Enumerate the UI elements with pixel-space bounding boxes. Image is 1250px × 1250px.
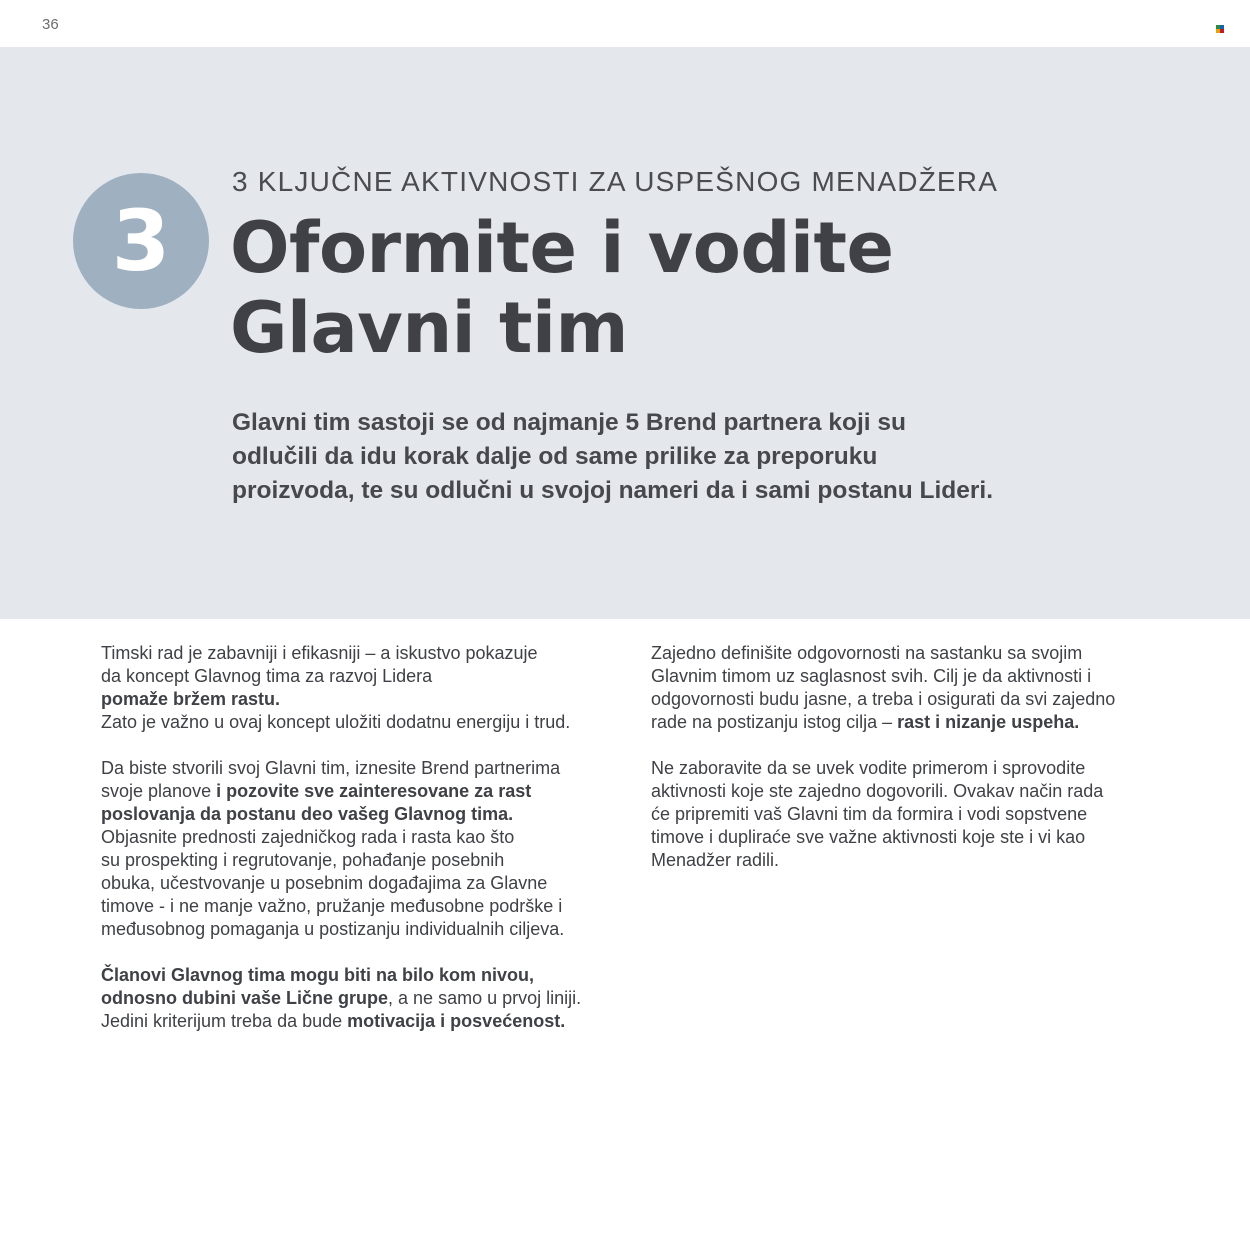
text-line: Timski rad je zabavniji i efikasniji – a iskustvo pokazuje [101,643,538,663]
paragraph [101,642,621,734]
text-line: će pripremiti vaš Glavni tim da formira i vodi sopstvene [651,804,1088,824]
lead-line: Glavni tim sastoji se od najmanje 5 Brend partnera koji su [232,409,906,436]
right-column [651,642,1171,895]
page-title [230,208,1130,368]
text-line: međusobnog pomaganja u postizanju individualnih ciljeva. [101,919,565,939]
text-line: obuka, učestvovanje u posebnim događajima za Glavne [101,873,548,893]
paragraph [651,757,1171,872]
title-line: Glavni tim [230,287,628,369]
text-line: Glavnim timom uz saglasnost svih. Cilj je da aktivnosti i [651,666,1092,686]
lead-paragraph [232,406,1052,508]
emphasis-text: pomaže bržem rastu. [101,689,281,709]
emphasis-text: rast i nizanje uspeha. [897,712,1080,732]
paragraph [101,964,621,1033]
emphasis-text: Članovi Glavnog tima mogu biti na bilo kom nivou, [101,965,535,985]
text-line: da koncept Glavnog tima za razvoj Lidera [101,666,433,686]
title-line: Oformite i vodite [230,207,894,289]
section-kicker: 3 KLJUČNE AKTIVNOSTI ZA USPEŠNOG MENADŽERA [232,166,999,197]
text-line: Zato je važno u ovaj koncept uložiti dodatnu energiju i trud. [101,712,571,732]
text-line: Da biste stvorili svoj Glavni tim, iznesite Brend partnerima [101,758,561,778]
left-column [101,642,621,1056]
text-line: odgovornosti budu jasne, a treba i osigurati da svi zajedno [651,689,1116,709]
emphasis-text: i pozovite sve zainteresovane za rast [216,781,532,801]
logo-square-red [1220,29,1224,33]
text-line: aktivnosti koje ste zajedno dogovorili. Ovakav način rada [651,781,1104,801]
text-line: , a ne samo u prvoj liniji. [388,988,582,1008]
text-line: timove - i ne manje važno, pružanje međusobne podrške i [101,896,563,916]
text-line: Menadžer radili. [651,850,780,870]
text-line: rade na postizanju istog cilja – [651,712,898,732]
emphasis-text: poslovanja da postanu deo vašeg Glavnog tima. [101,804,514,824]
text-line: Objasnite prednosti zajedničkog rada i rasta kao što [101,827,515,847]
text-line: Ne zaboravite da se uvek vodite primerom i sprovodite [651,758,1086,778]
text-line: svoje planove [101,781,217,801]
emphasis-text: odnosno dubini vaše Lične grupe [101,988,389,1008]
emphasis-text: motivacija i posvećenost. [347,1011,566,1031]
step-number-badge: 3 [73,173,209,309]
text-line: timove i dupliraće sve važne aktivnosti koje ste i vi kao [651,827,1086,847]
text-line: su prospekting i regrutovanje, pohađanje posebnih [101,850,505,870]
lead-line: proizvoda, te su odlučni u svojoj nameri da i sami postanu Lideri. [232,477,993,504]
page-number: 36 [42,16,59,33]
text-line: Zajedno definišite odgovornosti na sastanku sa svojim [651,643,1083,663]
lead-line: odlučili da idu korak dalje od same prilike za preporuku [232,443,878,470]
paragraph [651,642,1171,734]
brand-logo-icon [1216,25,1224,33]
paragraph [101,757,621,941]
text-line: Jedini kriterijum treba da bude [101,1011,348,1031]
